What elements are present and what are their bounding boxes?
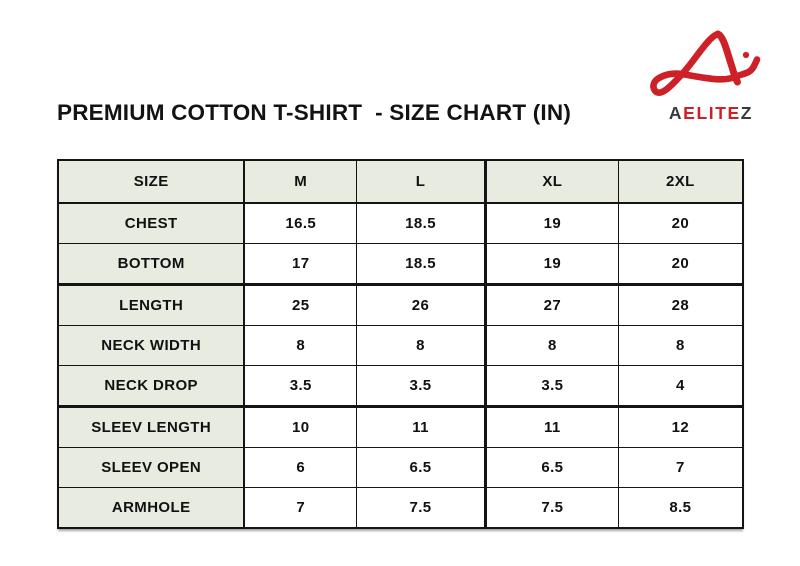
cell-value: 6.5 — [357, 448, 486, 488]
cell-value: 18.5 — [357, 244, 486, 285]
brand-logo — [649, 16, 773, 124]
page-title: PREMIUM COTTON T-SHIRT - SIZE CHART (IN) — [57, 100, 572, 125]
table-row-sleev-length — [58, 407, 743, 448]
row-label: NECK DROP — [58, 366, 244, 407]
cell-value: 6.5 — [485, 448, 618, 488]
cell-value: 20 — [618, 244, 743, 285]
column-header-m: M — [244, 160, 356, 203]
cell-value: 3.5 — [357, 366, 486, 407]
row-label: LENGTH — [58, 285, 244, 326]
cell-value: 18.5 — [357, 203, 486, 244]
cell-value: 6 — [244, 448, 356, 488]
row-label: NECK WIDTH — [58, 326, 244, 366]
cell-value: 25 — [244, 285, 356, 326]
cell-value: 28 — [618, 285, 743, 326]
row-label: BOTTOM — [58, 244, 244, 285]
cell-value: 3.5 — [244, 366, 356, 407]
row-label: CHEST — [58, 203, 244, 244]
cell-value: 8 — [357, 326, 486, 366]
wordmark-prefix: A — [668, 103, 684, 123]
cell-value: 8 — [618, 326, 743, 366]
cell-value: 19 — [485, 244, 618, 285]
cell-value: 7.5 — [357, 488, 486, 529]
cell-value: 10 — [244, 407, 356, 448]
table-row-chest — [58, 203, 743, 244]
brand-wordmark — [649, 103, 773, 124]
table-header-row — [58, 160, 743, 203]
wordmark-mid: ELITE — [683, 103, 741, 123]
table-row-bottom — [58, 244, 743, 285]
column-header-2xl: 2XL — [618, 160, 743, 203]
column-header-l: L — [357, 160, 486, 203]
cell-value: 11 — [357, 407, 486, 448]
cell-value: 11 — [485, 407, 618, 448]
table-row-neck-drop — [58, 366, 743, 407]
table-row-neck-width — [58, 326, 743, 366]
column-header-size: SIZE — [58, 160, 244, 203]
cell-value: 17 — [244, 244, 356, 285]
cell-value: 8 — [244, 326, 356, 366]
cell-value: 8.5 — [618, 488, 743, 529]
cell-value: 3.5 — [485, 366, 618, 407]
cell-value: 19 — [485, 203, 618, 244]
table-row-sleev-open — [58, 448, 743, 488]
cell-value: 7.5 — [485, 488, 618, 529]
cell-value: 4 — [618, 366, 743, 407]
cell-value: 8 — [485, 326, 618, 366]
cell-value: 7 — [244, 488, 356, 529]
cell-value: 12 — [618, 407, 743, 448]
row-label: SLEEV LENGTH — [58, 407, 244, 448]
cell-value: 7 — [618, 448, 743, 488]
table-row-length — [58, 285, 743, 326]
cell-value: 20 — [618, 203, 743, 244]
row-label: SLEEV OPEN — [58, 448, 244, 488]
size-chart-table — [57, 159, 744, 529]
cell-value: 26 — [357, 285, 486, 326]
wordmark-suffix: Z — [740, 103, 754, 123]
swirl-dot — [743, 52, 749, 58]
table-row-armhole — [58, 488, 743, 529]
column-header-xl: XL — [485, 160, 618, 203]
cell-value: 16.5 — [244, 203, 356, 244]
cell-value: 27 — [485, 285, 618, 326]
row-label: ARMHOLE — [58, 488, 244, 529]
brand-swirl-a-icon — [649, 16, 773, 102]
